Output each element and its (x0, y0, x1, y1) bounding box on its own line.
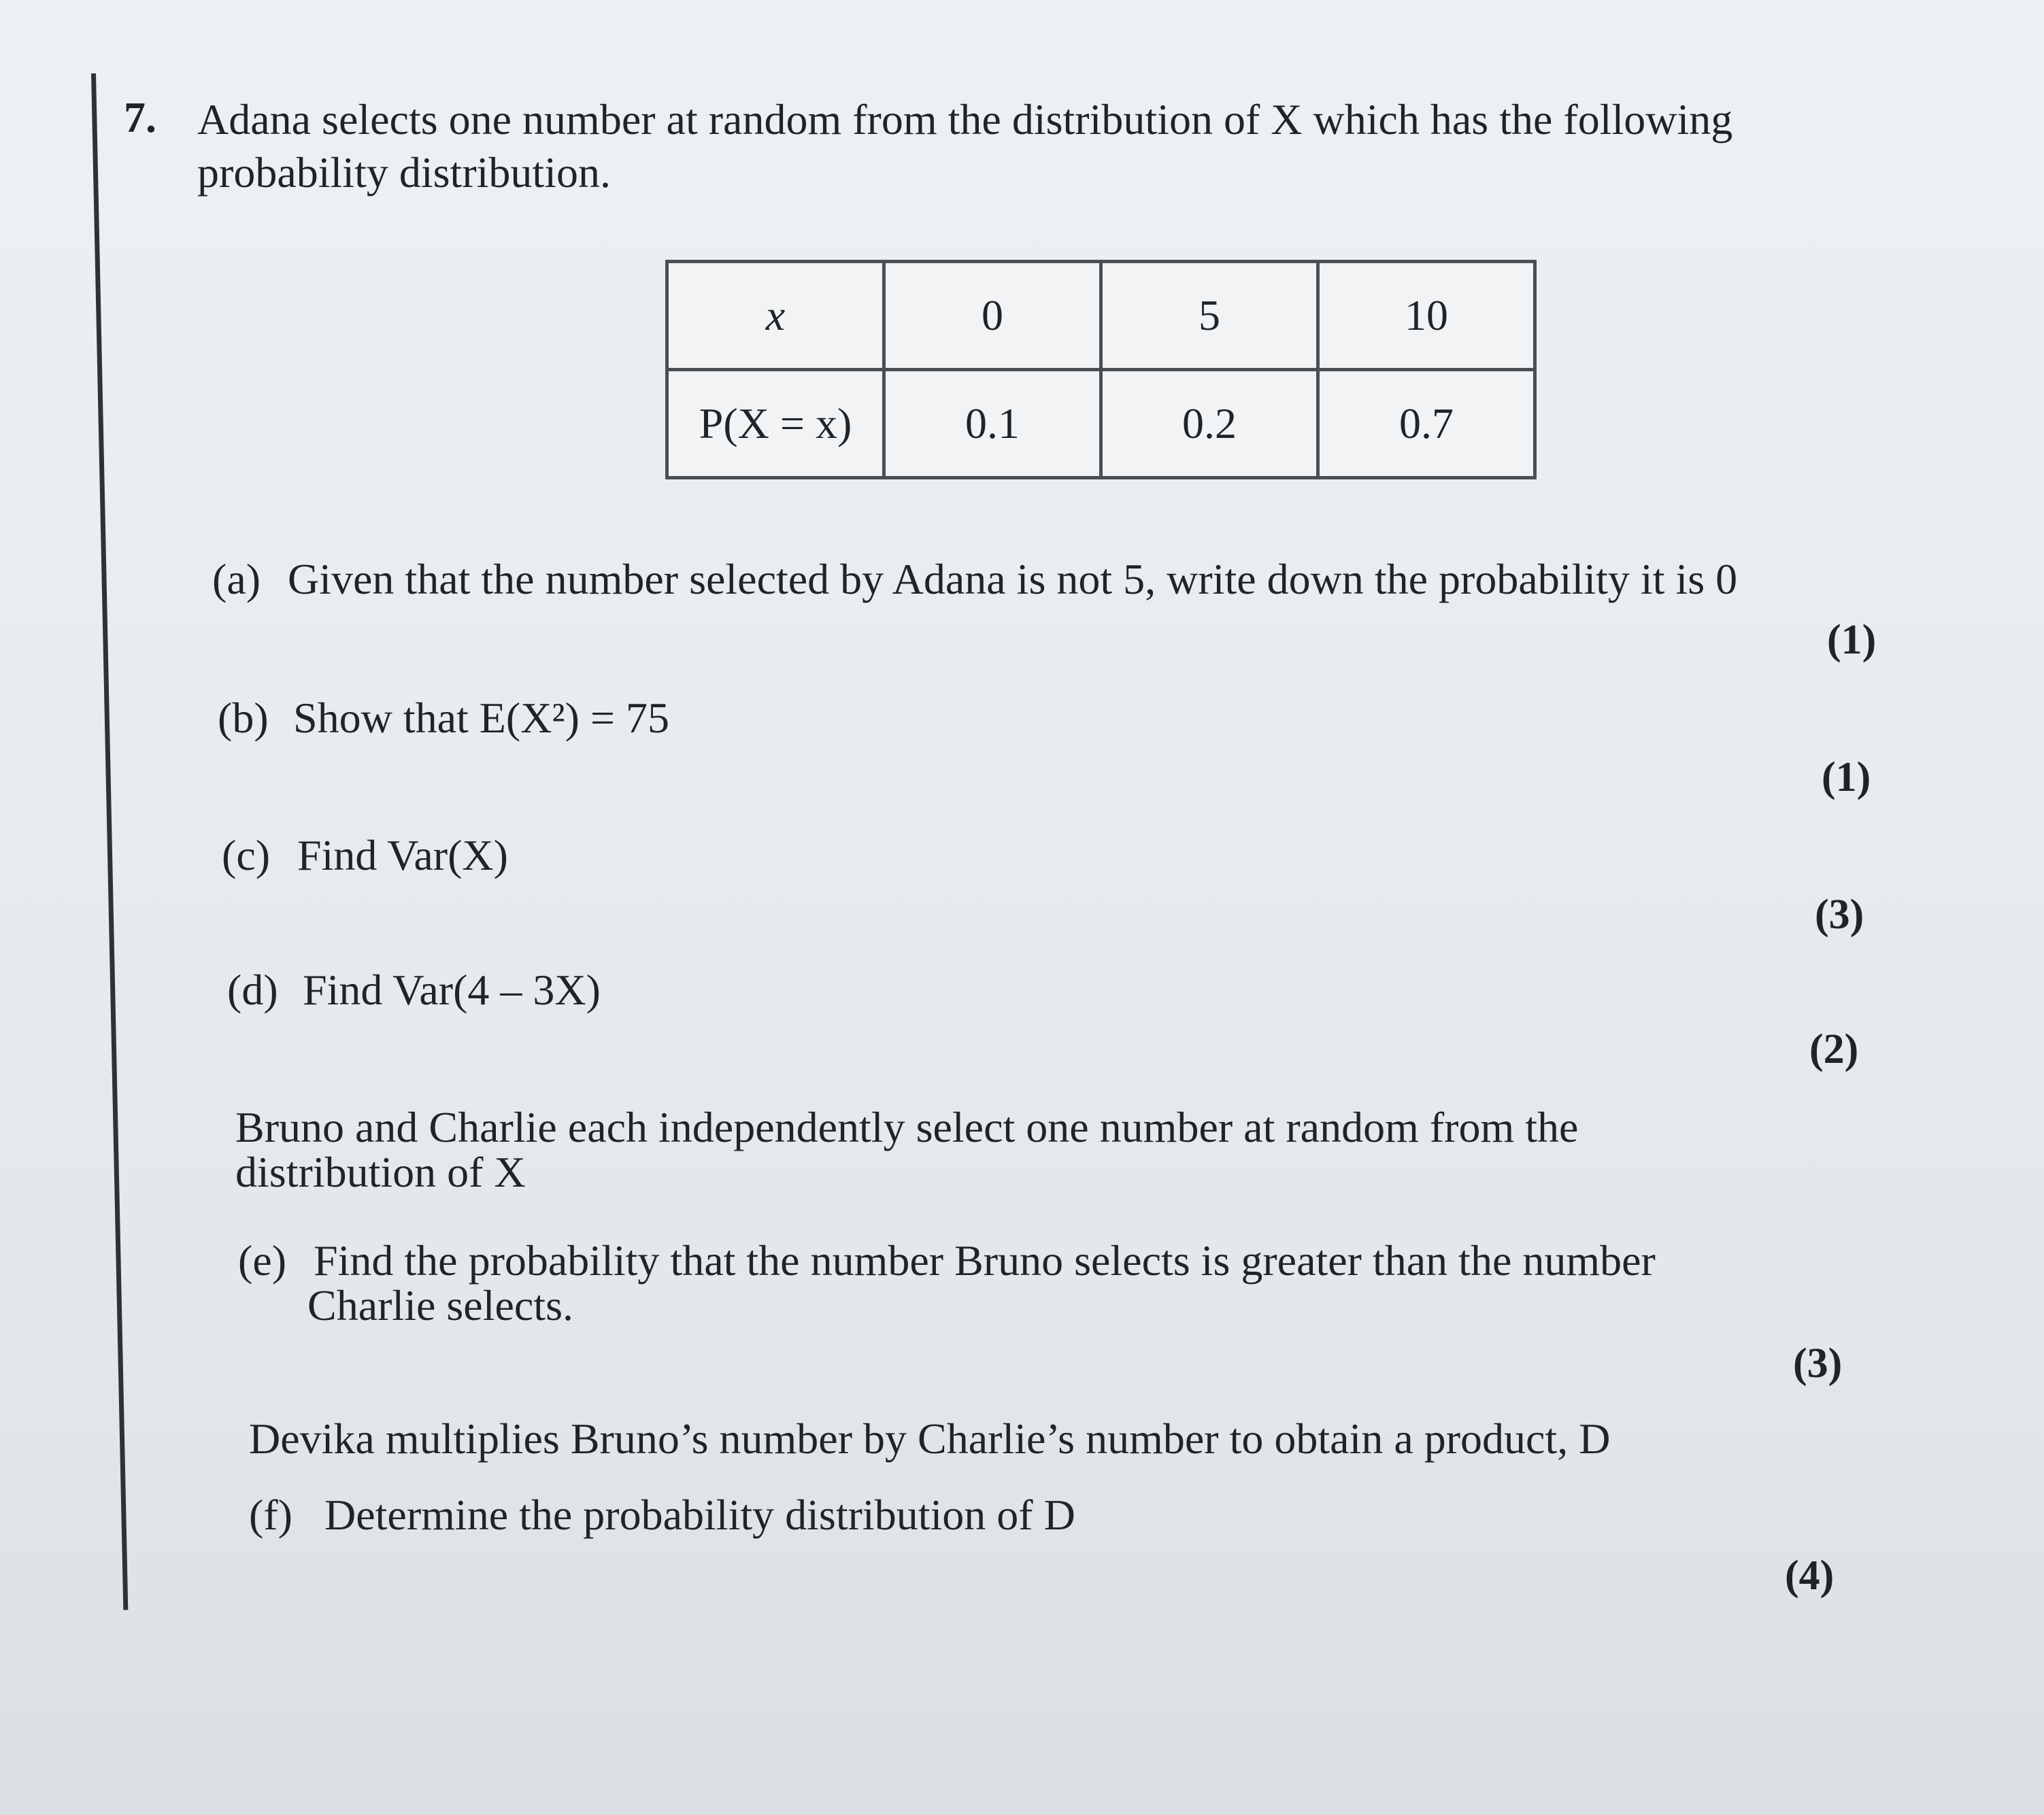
part-f-text: Determine the probability distribution of D (324, 1491, 1075, 1539)
table-header-probability: P(X = x) (667, 370, 884, 478)
bruno-line-1: Bruno and Charlie each independently select one number at random from the (235, 1103, 1579, 1151)
part-d (227, 963, 601, 1017)
part-c-text: Find Var(X) (297, 831, 508, 879)
part-e-text-line-2: Charlie selects. (307, 1281, 573, 1329)
table-cell: 0.1 (884, 370, 1101, 478)
part-f (249, 1488, 1075, 1542)
margin-line (91, 73, 128, 1610)
part-d-marks: (2) (1809, 1026, 1859, 1072)
table-cell: 5 (1101, 262, 1318, 370)
part-c-label: (c) (222, 831, 271, 879)
bruno-line-2: distribution of X (235, 1148, 526, 1196)
part-c-marks: (3) (1815, 892, 1864, 938)
question-intro-line-2: probability distribution. (197, 148, 611, 197)
table-cell: 10 (1318, 262, 1535, 370)
question-intro-line-1: Adana selects one number at random from the distribution of X which has the following (197, 95, 1733, 143)
part-a-marks: (1) (1827, 617, 1877, 663)
part-f-marks: (4) (1785, 1553, 1834, 1599)
table-cell: 0.2 (1101, 370, 1318, 478)
part-b-label: (b) (218, 694, 269, 742)
part-b-marks: (1) (1822, 754, 1871, 800)
table-cell: 0 (884, 262, 1101, 370)
devika-statement: Devika multiplies Bruno’s number by Charlie’s number to obtain a product, D (249, 1414, 1611, 1463)
table-header-x: x (667, 262, 884, 370)
table-row (667, 370, 1535, 478)
part-b-text: Show that E(X²) = 75 (293, 694, 669, 742)
table-row (667, 262, 1535, 370)
table-cell: 0.7 (1318, 370, 1535, 478)
part-e-text-line-1: Find the probability that the number Bruno selects is greater than the number (314, 1236, 1656, 1285)
part-a (212, 552, 1737, 607)
part-f-label: (f) (249, 1491, 292, 1539)
part-d-text: Find Var(4 – 3X) (303, 966, 601, 1014)
probability-distribution-table (665, 260, 1537, 479)
question-number: 7. (124, 93, 156, 141)
part-e-marks: (3) (1793, 1340, 1843, 1387)
part-d-label: (d) (227, 966, 278, 1014)
part-e-label: (e) (238, 1236, 287, 1285)
part-a-text: Given that the number selected by Adana is not 5, write down the probability it is 0 (288, 555, 1738, 603)
part-a-label: (a) (212, 555, 261, 603)
part-c (222, 828, 508, 883)
part-b (218, 691, 669, 745)
